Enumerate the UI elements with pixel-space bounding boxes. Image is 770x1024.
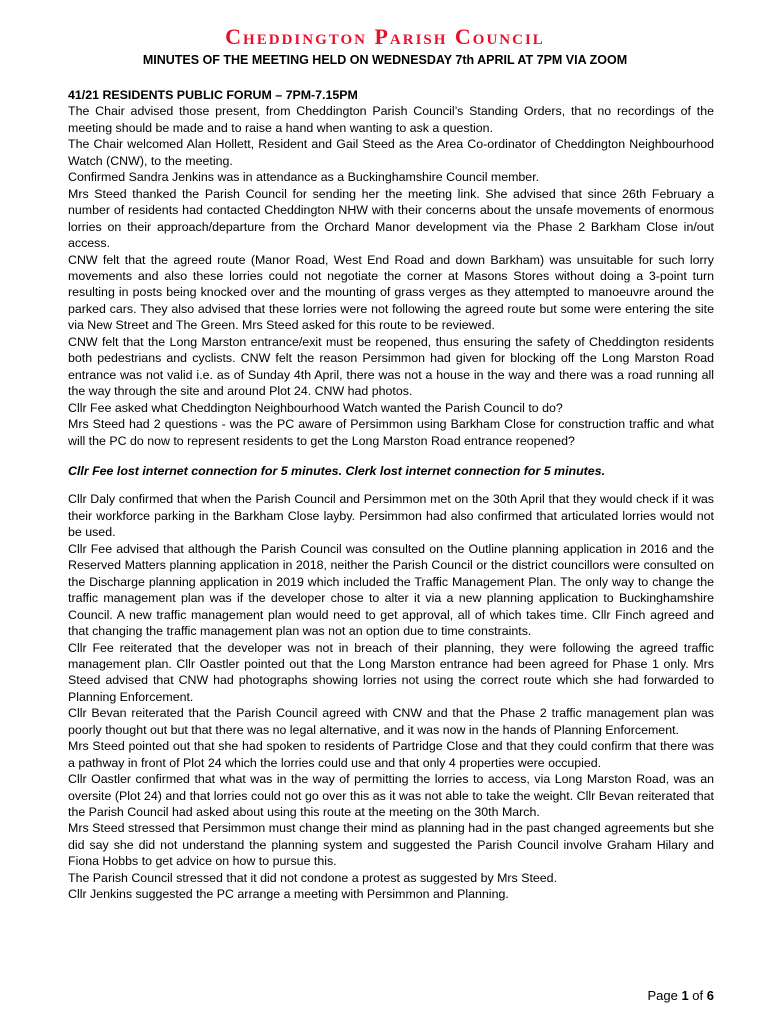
paragraph: Mrs Steed had 2 questions - was the PC aware of Persimmon using Barkham Close for construction traffic and what will the PC do now to represent residents to get the Long Marston Road entrance reopened? (68, 417, 714, 448)
minutes-body (68, 87, 714, 903)
paragraph: Cllr Oastler confirmed that what was in the way of permitting the lorries to access, via Long Marston Road, was an oversite (Plot 24) and that lorries could not go over this as it was not able to take the weight. Cllr Bevan reiterated that the Parish Council had asked about using this route at the meeting on the 30th March. (68, 772, 714, 820)
paragraph: CNW felt that the Long Marston entrance/exit must be reopened, thus ensuring the safety of Cheddington residents both pedestrians and cyclists. CNW felt the reason Persimmon had given for blocking off the Long Marston Road entrance was not valid i.e. as of Sunday 4th April, there was not a house in the way and there was a road running all the way through the site and around Plot 24. CNW had photos. (68, 334, 714, 399)
paragraph: The Chair welcomed Alan Hollett, Resident and Gail Steed as the Area Co-ordinator of Cheddington Neighbourhood Watch (CNW), to the meeting. (68, 137, 714, 168)
paragraph: Cllr Fee advised that although the Parish Council was consulted on the Outline planning application in 2016 and the Reserved Matters planning application in 2018, neither the Parish Council or the district councillors were consulted on the Discharge planning application in 2019 which included the Traffic Management Plan. The only way to change the traffic management plan was if the developer chose to alter it via a new planning application to Buckinghamshire Council. A new traffic management plan would need to get approval, all of which takes time. Cllr Finch agreed and that changing the traffic management plan was not an option due to time constraints. (68, 541, 714, 639)
paragraph: Cllr Bevan reiterated that the Parish Council agreed with CNW and that the Phase 2 traffic management plan was poorly thought out but that there was no legal alternative, and it was now in the hands of Planning Enforcement. (68, 706, 714, 737)
paragraph: Cllr Daly confirmed that when the Parish Council and Persimmon met on the 30th April that they would check if it was their workforce parking in the Barkham Close layby. Persimmon had also confirmed that articulated lorries would not be used. (68, 492, 714, 540)
page-current: 1 (681, 988, 689, 1003)
paragraph: Cllr Jenkins suggested the PC arrange a meeting with Persimmon and Planning. (68, 887, 509, 902)
paragraph: Confirmed Sandra Jenkins was in attendance as a Buckinghamshire Council member. (68, 170, 540, 185)
meeting-subtitle: MINUTES OF THE MEETING HELD ON WEDNESDAY 7th APRIL AT 7PM VIA ZOOM (142, 53, 628, 67)
paragraph: CNW felt that the agreed route (Manor Road, West End Road and down Barkham) was unsuitable for such lorry movements and also these lorries could not negotiate the corner at Masons Stores without doing a 3-point turn resulting in posts being knocked over and the mounting of grass verges as they attempted to manoeuvre around the parked cars. They also advised that these lorries were not following the agreed route but some were entering the site via New Street and The Green. Mrs Steed asked for this route to be reviewed. (68, 252, 714, 333)
paragraph: The Chair advised those present, from Cheddington Parish Council’s Standing Orders, that no recordings of the meeting should be made and to raise a hand when wanting to ask a question. (68, 104, 714, 135)
paragraph: Mrs Steed pointed out that she had spoken to residents of Partridge Close and that they could confirm that there was a pathway in front of Plot 24 which the lorries could use and that only 4 properties were occupied. (68, 739, 714, 770)
connection-note: Cllr Fee lost internet connection for 5 minutes. Clerk lost internet connection for 5 minutes. (68, 463, 606, 478)
paragraph: The Parish Council stressed that it did not condone a protest as suggested by Mrs Steed. (68, 870, 558, 885)
paragraph-group-a (68, 103, 714, 449)
page-number (647, 988, 714, 1003)
page-label: Page (647, 988, 678, 1003)
council-title: Cheddington Parish Council (225, 24, 545, 49)
paragraph: Cllr Fee reiterated that the developer was not in breach of their planning, they were following the agreed traffic management plan. Cllr Oastler pointed out that the Long Marston entrance had been agreed for Phase 1 only. Mrs Steed advised that CNW had photographs showing lorries not using the correct route which she had forwarded to Planning Enforcement. (68, 640, 714, 704)
paragraph: Mrs Steed stressed that Persimmon must change their mind as planning had in the past changed agreements but she did say she did not understand the planning system and suggested the Parish Council involve Graham Hilary and Fiona Hobbs to get advice on how to pursue this. (68, 821, 714, 869)
paragraph-group-b (68, 491, 714, 902)
of-label: of (692, 988, 704, 1003)
paragraph: Mrs Steed thanked the Parish Council for sending her the meeting link. She advised that since 26th February a number of residents had contacted Cheddington NHW with their concerns about the unsafe movements of enormous lorries on their approach/departure from the Orchard Manor development via the Phase 2 Barkham Close in/out access. (68, 186, 714, 251)
paragraph: Cllr Fee asked what Cheddington Neighbourhood Watch wanted the Parish Council to do? (68, 400, 563, 415)
item-heading: 41/21 RESIDENTS PUBLIC FORUM – 7PM-7.15PM (68, 88, 358, 102)
page-total: 6 (706, 988, 714, 1003)
